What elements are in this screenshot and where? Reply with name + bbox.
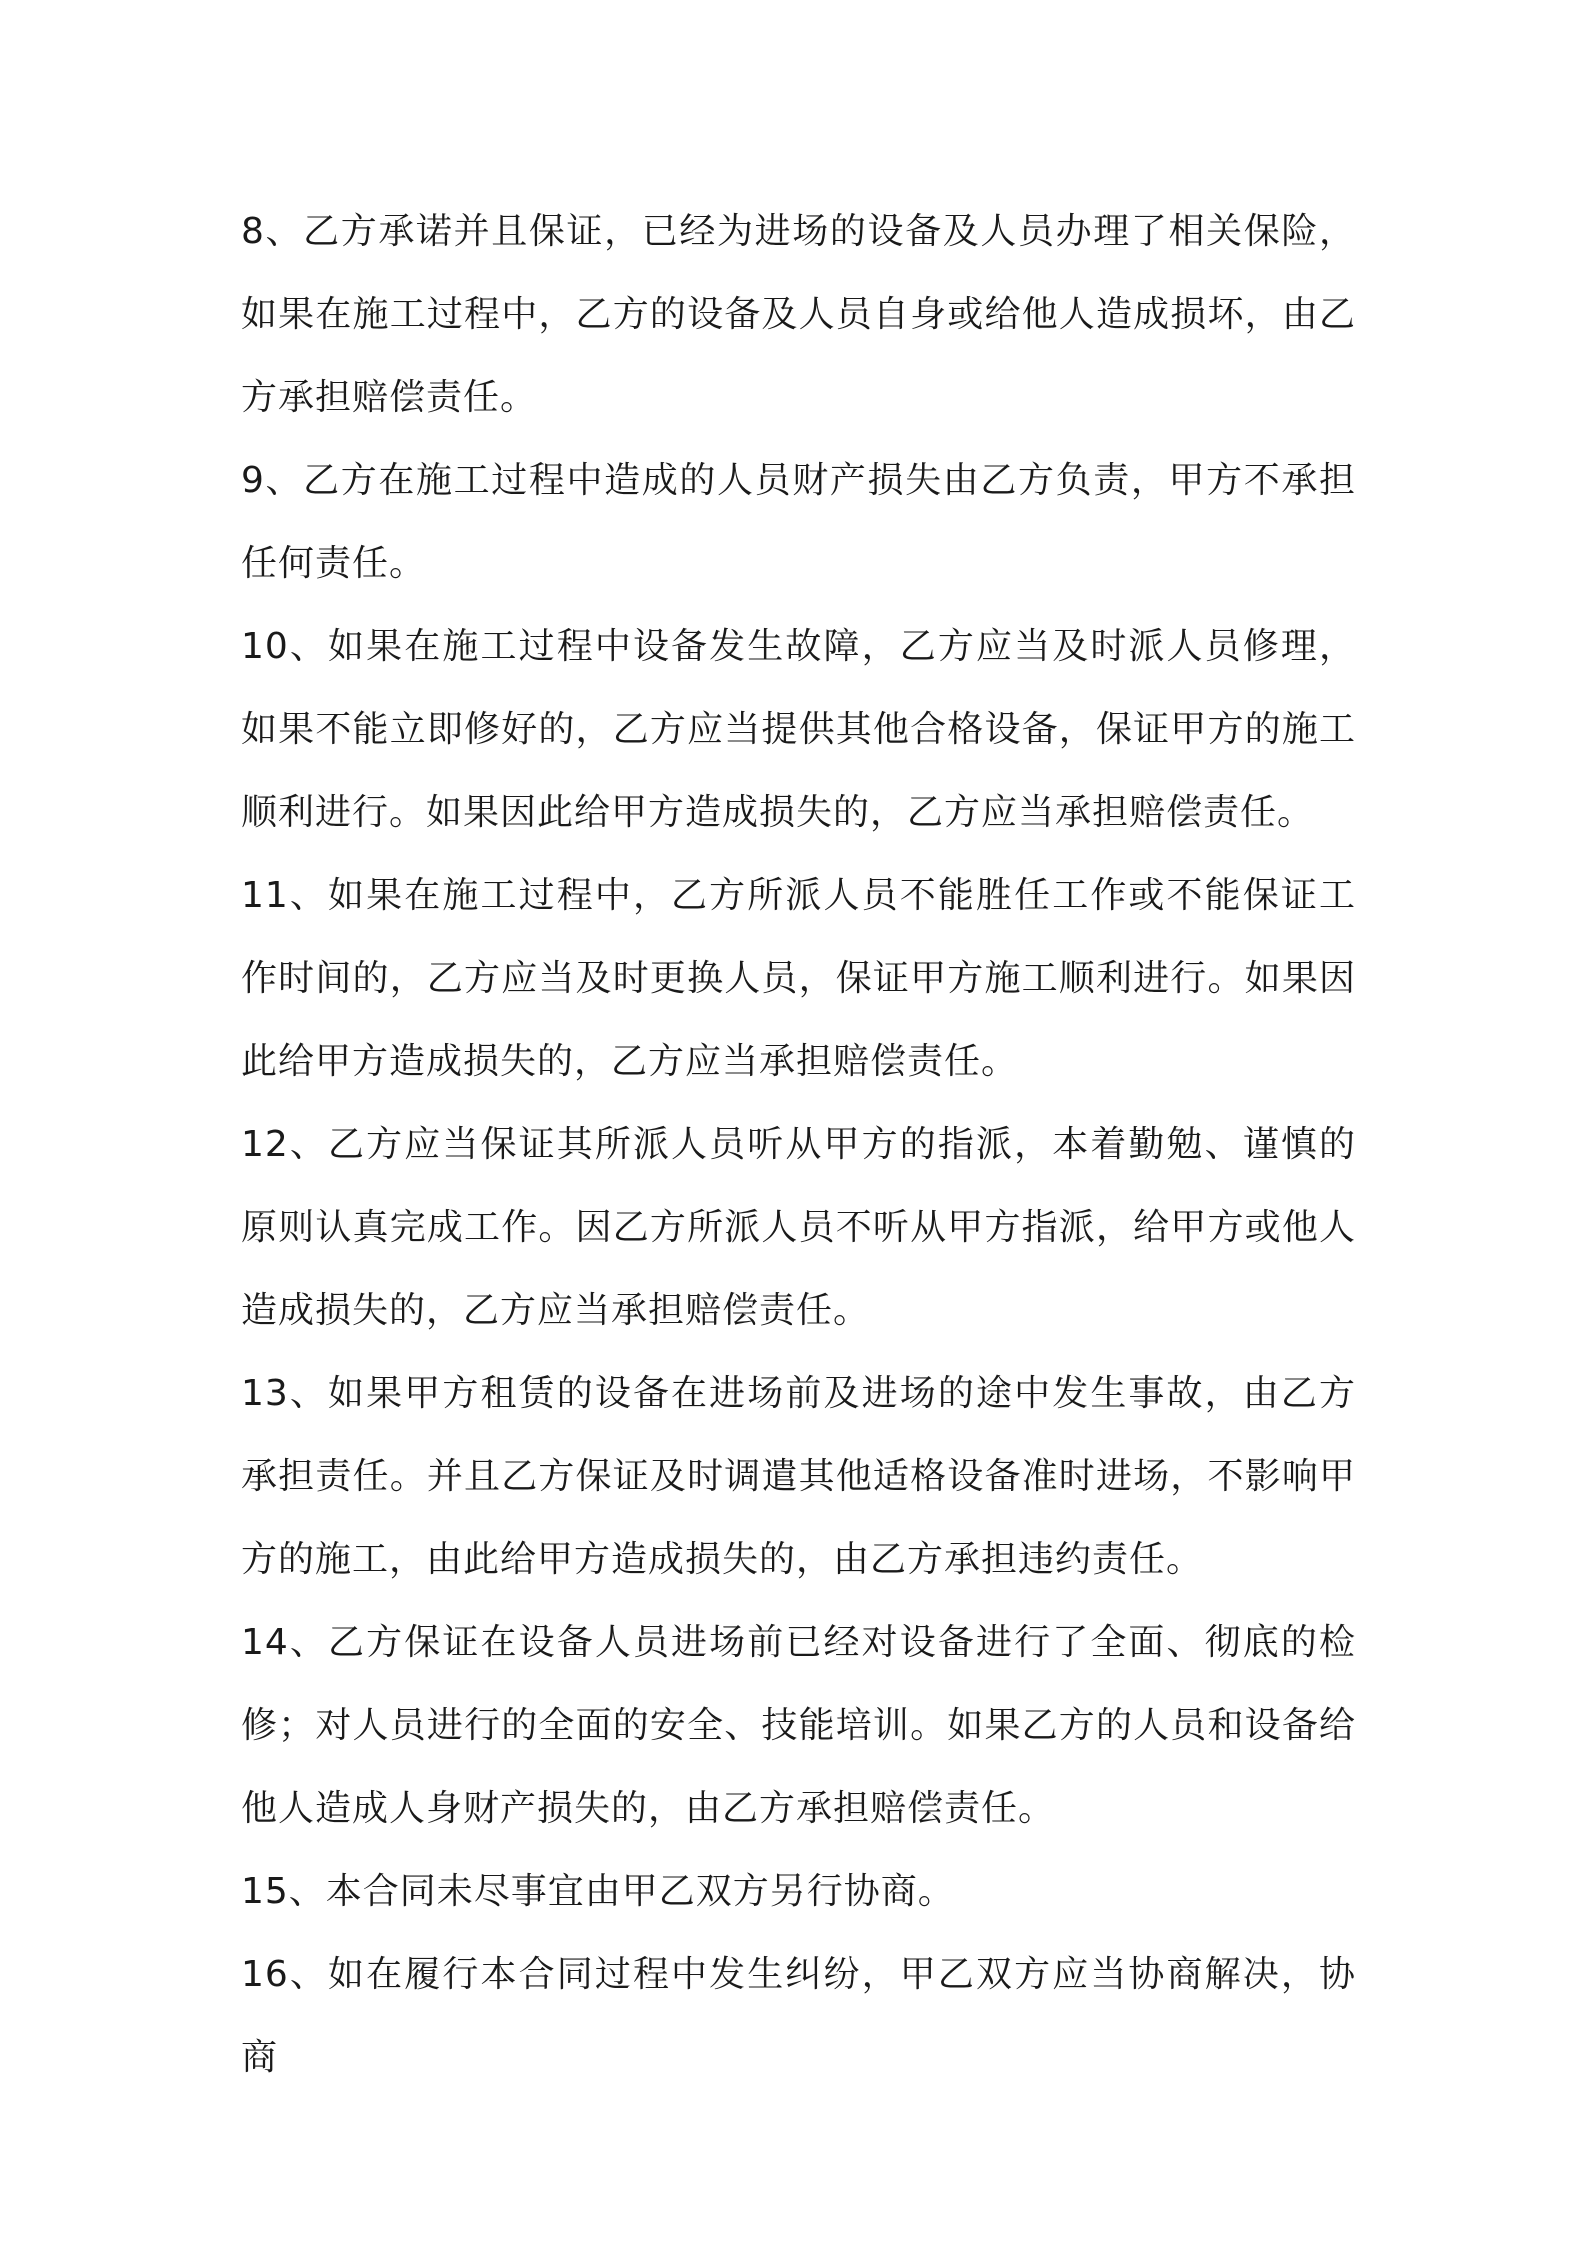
- clause-13: 13、如果甲方租赁的设备在进场前及进场的途中发生事故，由乙方承担责任。并且乙方保证及时调遣其他适格设备准时进场，不影响甲方的施工，由此给甲方造成损失的，由乙方承担违约责任。: [241, 1373, 1356, 1580]
- clause-10: 10、如果在施工过程中设备发生故障，乙方应当及时派人员修理，如果不能立即修好的，乙方应当提供其他合格设备，保证甲方的施工顺利进行。如果因此给甲方造成损失的，乙方应当承担赔偿责任。: [241, 626, 1356, 833]
- clause-11: 11、如果在施工过程中，乙方所派人员不能胜任工作或不能保证工作时间的，乙方应当及时更换人员，保证甲方施工顺利进行。如果因此给甲方造成损失的，乙方应当承担赔偿责任。: [241, 875, 1356, 1082]
- clause-16: 16、如在履行本合同过程中发生纠纷，甲乙双方应当协商解决，协商: [241, 1954, 1356, 2078]
- document-body: [241, 190, 1356, 2099]
- clause-12: 12、乙方应当保证其所派人员听从甲方的指派，本着勤勉、谨慎的原则认真完成工作。因乙方所派人员不听从甲方指派，给甲方或他人造成损失的，乙方应当承担赔偿责任。: [241, 1124, 1356, 1331]
- clause-8: 8、乙方承诺并且保证，已经为进场的设备及人员办理了相关保险，如果在施工过程中，乙方的设备及人员自身或给他人造成损坏，由乙方承担赔偿责任。: [241, 211, 1356, 418]
- clause-9: 9、乙方在施工过程中造成的人员财产损失由乙方负责，甲方不承担任何责任。: [241, 460, 1356, 584]
- clause-14: 14、乙方保证在设备人员进场前已经对设备进行了全面、彻底的检修；对人员进行的全面的安全、技能培训。如果乙方的人员和设备给他人造成人身财产损失的，由乙方承担赔偿责任。: [241, 1622, 1356, 1829]
- clause-15: 15、本合同未尽事宜由甲乙双方另行协商。: [241, 1871, 955, 1912]
